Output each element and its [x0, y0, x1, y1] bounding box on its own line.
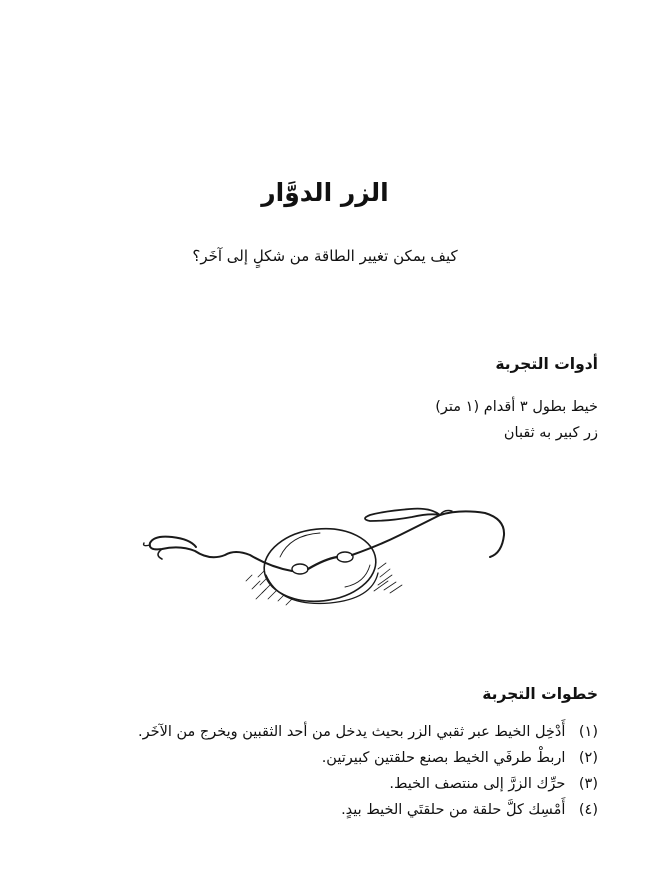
step-item — [38, 719, 598, 745]
step-text: أَدْخِل الخيط عبر ثقبي الزر بحيث يدخل من أحد الثقبين ويخرج من الآخَر. — [138, 724, 566, 740]
material-item: زر كبير به ثقبان — [503, 425, 598, 441]
materials-list — [435, 394, 598, 446]
step-item — [38, 797, 598, 823]
step-text: أَمْسِك كلَّ حلقة من حلقتَي الخيط بيدٍ. — [341, 802, 566, 818]
step-text: حرِّك الزرَّ إلى منتصف الخيط. — [389, 776, 566, 792]
button-on-string-icon — [140, 495, 520, 620]
page-title: الزر الدوَّار — [261, 178, 389, 207]
step-item — [38, 771, 598, 797]
step-number: (٤) — [578, 802, 598, 818]
materials-heading: أدوات التجربة — [495, 355, 598, 373]
material-item: خيط بطول ٣ أقدام (١ متر) — [435, 399, 598, 415]
page-subtitle: كيف يمكن تغيير الطاقة من شكلٍ إلى آخَر؟ — [192, 247, 458, 265]
step-number: (٣) — [578, 776, 598, 792]
step-item — [38, 745, 598, 771]
step-text: اربطْ طرفَي الخيط بصنع حلقتين كبيرتين. — [321, 750, 566, 766]
step-number: (١) — [578, 724, 598, 740]
steps-list — [38, 719, 598, 823]
steps-heading: خطوات التجربة — [482, 685, 598, 703]
step-number: (٢) — [578, 750, 598, 766]
